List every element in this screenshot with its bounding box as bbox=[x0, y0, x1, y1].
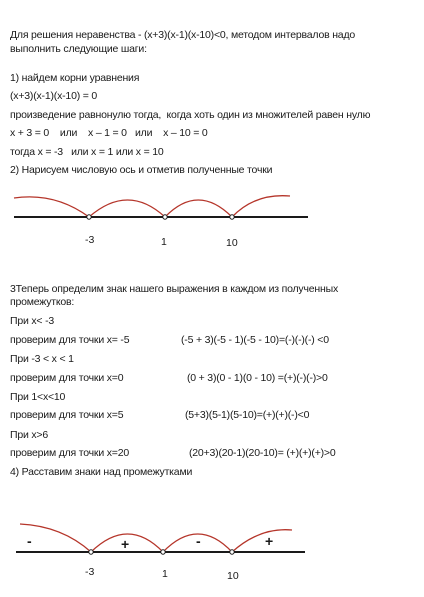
interval-calc: (-5 + 3)(-5 - 1)(-5 - 10)=(-)(-)(-) <0 bbox=[181, 334, 329, 346]
sign-interval-4: + bbox=[265, 533, 274, 549]
axis2-label-minus3: -3 bbox=[85, 566, 95, 578]
step3-line-2: промежутков: bbox=[10, 296, 75, 308]
step4-title: 4) Расставим знаки над промежутками bbox=[10, 466, 193, 478]
step3-line-1: 3Теперь определим знак нашего выражения в каждом из полученных bbox=[10, 283, 338, 295]
interval-calc: (5+3)(5-1)(5-10)=(+)(+)(-)<0 bbox=[185, 409, 310, 421]
axis1-label-1: 1 bbox=[161, 236, 167, 248]
axis2-label-10: 10 bbox=[227, 570, 239, 582]
interval-check: проверим для точки x=5 bbox=[10, 409, 124, 421]
point-minus3 bbox=[89, 550, 93, 554]
step2-title: 2) Нарисуем числовую ось и отметив полученные точки bbox=[10, 164, 273, 176]
interval-check: проверим для точки x= -5 bbox=[10, 334, 130, 346]
point-10 bbox=[230, 550, 234, 554]
factors-zero: x + 3 = 0 или x – 1 = 0 или x – 10 = 0 bbox=[10, 127, 208, 139]
number-line-1 bbox=[0, 188, 424, 228]
interval-arcs bbox=[20, 524, 292, 552]
interval-condition: При -3 < x < 1 bbox=[10, 353, 74, 365]
roots: тогда x = -3 или x = 1 или x = 10 bbox=[10, 146, 164, 158]
sign-interval-1: - bbox=[27, 533, 32, 549]
axis2-label-1: 1 bbox=[162, 568, 168, 580]
point-1 bbox=[161, 550, 165, 554]
interval-check: проверим для точки x=20 bbox=[10, 447, 129, 459]
axis1-label-minus3: -3 bbox=[85, 234, 95, 246]
point-10 bbox=[230, 215, 234, 219]
interval-calc: (20+3)(20-1)(20-10)= (+)(+)(+)>0 bbox=[189, 447, 336, 459]
intro-line-1: Для решения неравенства - (x+3)(x-1)(x-10)<0, методом интервалов надо bbox=[10, 29, 356, 41]
point-minus3 bbox=[87, 215, 91, 219]
interval-condition: При x>6 bbox=[10, 429, 48, 441]
interval-condition: При 1<x<10 bbox=[10, 391, 66, 403]
product-rule: произведение равнонулю тогда, когда хоть один из множителей равен нулю bbox=[10, 109, 371, 121]
interval-arcs bbox=[14, 196, 290, 217]
intro-line-2: выполнить следующие шаги: bbox=[10, 43, 147, 55]
sign-interval-2: + bbox=[121, 536, 130, 552]
sign-interval-3: - bbox=[196, 533, 201, 549]
number-line-2 bbox=[0, 521, 424, 561]
interval-calc: (0 + 3)(0 - 1)(0 - 10) =(+)(-)(-)>0 bbox=[187, 372, 328, 384]
step1-title: 1) найдем корни уравнения bbox=[10, 72, 140, 84]
axis1-label-10: 10 bbox=[226, 237, 238, 249]
interval-condition: При x< -3 bbox=[10, 315, 55, 327]
point-1 bbox=[163, 215, 167, 219]
interval-check: проверим для точки x=0 bbox=[10, 372, 124, 384]
equation: (x+3)(x-1)(x-10) = 0 bbox=[10, 90, 98, 102]
